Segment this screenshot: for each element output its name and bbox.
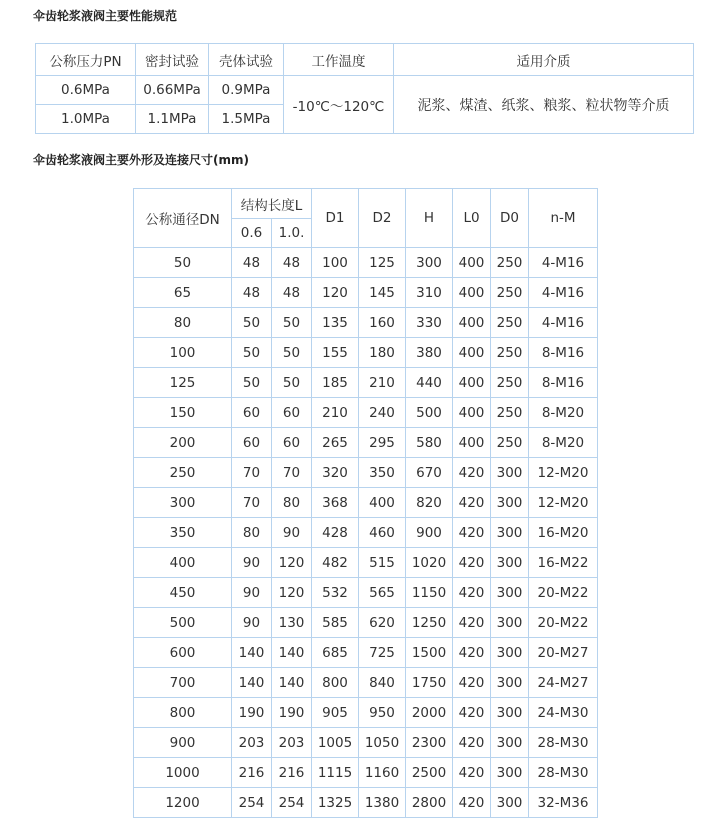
l0-cell: 400: [453, 308, 491, 338]
d1-cell: 800: [312, 668, 359, 698]
table-row: [134, 428, 598, 458]
h-cell: 380: [406, 338, 453, 368]
h-cell: 580: [406, 428, 453, 458]
length-pn-1-0-cell: 50: [272, 338, 312, 368]
length-pn-0-6-cell: 80: [232, 518, 272, 548]
d2-cell: 125: [359, 248, 406, 278]
length-pn-1-0-cell: 60: [272, 428, 312, 458]
nominal-diameter-cell: 900: [134, 728, 232, 758]
l0-cell: 420: [453, 578, 491, 608]
d2-cell: 160: [359, 308, 406, 338]
length-pn-1-0-cell: 120: [272, 548, 312, 578]
nominal-diameter-cell: 65: [134, 278, 232, 308]
nominal-diameter-cell: 800: [134, 698, 232, 728]
d1-cell: 135: [312, 308, 359, 338]
table-row: [134, 518, 598, 548]
h-cell: 820: [406, 488, 453, 518]
spec-row: [36, 76, 694, 105]
length-pn-0-6-cell: 70: [232, 488, 272, 518]
length-pn-1-0-cell: 48: [272, 278, 312, 308]
d2-cell: 400: [359, 488, 406, 518]
header-d1: D1: [312, 189, 359, 248]
length-pn-1-0-cell: 140: [272, 638, 312, 668]
d2-cell: 210: [359, 368, 406, 398]
applicable-medium-cell: 泥浆、煤渣、纸浆、粮浆、粒状物等介质: [394, 76, 694, 134]
nominal-diameter-cell: 250: [134, 458, 232, 488]
nominal-diameter-cell: 400: [134, 548, 232, 578]
l0-cell: 400: [453, 398, 491, 428]
length-pn-0-6-cell: 60: [232, 398, 272, 428]
d0-cell: 250: [491, 248, 529, 278]
length-pn-0-6-cell: 48: [232, 248, 272, 278]
n-m-cell: 8-M20: [529, 398, 598, 428]
nominal-pressure-cell: 1.0MPa: [36, 105, 136, 134]
d1-cell: 532: [312, 578, 359, 608]
d0-cell: 300: [491, 518, 529, 548]
length-pn-0-6-cell: 140: [232, 668, 272, 698]
table-row: [134, 278, 598, 308]
l0-cell: 420: [453, 758, 491, 788]
d2-cell: 725: [359, 638, 406, 668]
d1-cell: 100: [312, 248, 359, 278]
table-row: [134, 248, 598, 278]
nominal-diameter-cell: 1200: [134, 788, 232, 818]
l0-cell: 400: [453, 338, 491, 368]
length-pn-0-6-cell: 90: [232, 608, 272, 638]
h-cell: 900: [406, 518, 453, 548]
d1-cell: 585: [312, 608, 359, 638]
d1-cell: 685: [312, 638, 359, 668]
table-row: [134, 458, 598, 488]
header-nominal-pressure: 公称压力PN: [36, 44, 136, 76]
dimension-table-body: [134, 248, 598, 818]
d1-cell: 120: [312, 278, 359, 308]
shell-test-cell: 1.5MPa: [209, 105, 284, 134]
table-row: [134, 608, 598, 638]
length-pn-0-6-cell: 50: [232, 368, 272, 398]
d0-cell: 300: [491, 728, 529, 758]
working-temperature-cell: -10℃～120℃: [284, 76, 394, 134]
length-pn-1-0-cell: 203: [272, 728, 312, 758]
table-row: [134, 308, 598, 338]
length-pn-1-0-cell: 120: [272, 578, 312, 608]
h-cell: 310: [406, 278, 453, 308]
d2-cell: 620: [359, 608, 406, 638]
length-pn-1-0-cell: 70: [272, 458, 312, 488]
d2-cell: 1380: [359, 788, 406, 818]
nominal-diameter-cell: 1000: [134, 758, 232, 788]
h-cell: 2800: [406, 788, 453, 818]
n-m-cell: 4-M16: [529, 248, 598, 278]
l0-cell: 400: [453, 428, 491, 458]
nominal-diameter-cell: 600: [134, 638, 232, 668]
l0-cell: 420: [453, 488, 491, 518]
n-m-cell: 24-M30: [529, 698, 598, 728]
d2-cell: 1160: [359, 758, 406, 788]
l0-cell: 420: [453, 698, 491, 728]
n-m-cell: 20-M22: [529, 578, 598, 608]
nominal-diameter-cell: 125: [134, 368, 232, 398]
d0-cell: 300: [491, 578, 529, 608]
header-length-pn-0-6: 0.6: [232, 219, 272, 248]
d1-cell: 185: [312, 368, 359, 398]
n-m-cell: 32-M36: [529, 788, 598, 818]
d2-cell: 145: [359, 278, 406, 308]
table-row: [134, 338, 598, 368]
dim-header-row: [134, 189, 598, 219]
length-pn-0-6-cell: 90: [232, 548, 272, 578]
table-row: [134, 698, 598, 728]
d0-cell: 250: [491, 368, 529, 398]
h-cell: 2300: [406, 728, 453, 758]
d2-cell: 840: [359, 668, 406, 698]
n-m-cell: 16-M22: [529, 548, 598, 578]
nominal-diameter-cell: 200: [134, 428, 232, 458]
d0-cell: 250: [491, 428, 529, 458]
header-structure-length: 结构长度L: [232, 189, 312, 219]
d2-cell: 240: [359, 398, 406, 428]
d2-cell: 460: [359, 518, 406, 548]
table-row: [134, 548, 598, 578]
h-cell: 2000: [406, 698, 453, 728]
table-row: [134, 488, 598, 518]
spec-header-row: [36, 44, 694, 76]
header-d0: D0: [491, 189, 529, 248]
header-nominal-diameter: 公称通径DN: [134, 189, 232, 248]
d0-cell: 300: [491, 488, 529, 518]
n-m-cell: 8-M20: [529, 428, 598, 458]
d2-cell: 350: [359, 458, 406, 488]
n-m-cell: 16-M20: [529, 518, 598, 548]
l0-cell: 420: [453, 518, 491, 548]
length-pn-1-0-cell: 254: [272, 788, 312, 818]
length-pn-0-6-cell: 140: [232, 638, 272, 668]
length-pn-0-6-cell: 50: [232, 308, 272, 338]
table-row: [134, 638, 598, 668]
h-cell: 1020: [406, 548, 453, 578]
length-pn-0-6-cell: 70: [232, 458, 272, 488]
n-m-cell: 28-M30: [529, 758, 598, 788]
h-cell: 1500: [406, 638, 453, 668]
d1-cell: 482: [312, 548, 359, 578]
nominal-diameter-cell: 80: [134, 308, 232, 338]
d0-cell: 300: [491, 698, 529, 728]
h-cell: 330: [406, 308, 453, 338]
d0-cell: 300: [491, 668, 529, 698]
d2-cell: 950: [359, 698, 406, 728]
d1-cell: 1005: [312, 728, 359, 758]
header-length-pn-1-0: 1.0.: [272, 219, 312, 248]
l0-cell: 420: [453, 548, 491, 578]
header-seal-test: 密封试验: [136, 44, 209, 76]
l0-cell: 420: [453, 668, 491, 698]
d0-cell: 250: [491, 338, 529, 368]
header-h: H: [406, 189, 453, 248]
n-m-cell: 4-M16: [529, 308, 598, 338]
n-m-cell: 12-M20: [529, 488, 598, 518]
length-pn-0-6-cell: 203: [232, 728, 272, 758]
d2-cell: 180: [359, 338, 406, 368]
nominal-diameter-cell: 300: [134, 488, 232, 518]
d0-cell: 300: [491, 458, 529, 488]
table-row: [134, 788, 598, 818]
d1-cell: 1115: [312, 758, 359, 788]
table-row: [134, 578, 598, 608]
d2-cell: 295: [359, 428, 406, 458]
n-m-cell: 24-M27: [529, 668, 598, 698]
length-pn-1-0-cell: 50: [272, 308, 312, 338]
length-pn-1-0-cell: 60: [272, 398, 312, 428]
d0-cell: 300: [491, 608, 529, 638]
length-pn-0-6-cell: 50: [232, 338, 272, 368]
d1-cell: 320: [312, 458, 359, 488]
l0-cell: 400: [453, 278, 491, 308]
header-n-m: n-M: [529, 189, 598, 248]
nominal-pressure-cell: 0.6MPa: [36, 76, 136, 105]
shell-test-cell: 0.9MPa: [209, 76, 284, 105]
d1-cell: 265: [312, 428, 359, 458]
length-pn-0-6-cell: 48: [232, 278, 272, 308]
d0-cell: 250: [491, 278, 529, 308]
length-pn-1-0-cell: 216: [272, 758, 312, 788]
l0-cell: 420: [453, 638, 491, 668]
table-row: [134, 398, 598, 428]
l0-cell: 420: [453, 728, 491, 758]
h-cell: 2500: [406, 758, 453, 788]
n-m-cell: 4-M16: [529, 278, 598, 308]
d0-cell: 300: [491, 758, 529, 788]
d1-cell: 368: [312, 488, 359, 518]
d1-cell: 155: [312, 338, 359, 368]
h-cell: 670: [406, 458, 453, 488]
length-pn-1-0-cell: 90: [272, 518, 312, 548]
d0-cell: 300: [491, 788, 529, 818]
d2-cell: 565: [359, 578, 406, 608]
d1-cell: 905: [312, 698, 359, 728]
seal-test-cell: 1.1MPa: [136, 105, 209, 134]
nominal-diameter-cell: 700: [134, 668, 232, 698]
nominal-diameter-cell: 100: [134, 338, 232, 368]
n-m-cell: 20-M27: [529, 638, 598, 668]
d0-cell: 300: [491, 548, 529, 578]
nominal-diameter-cell: 450: [134, 578, 232, 608]
nominal-diameter-cell: 150: [134, 398, 232, 428]
d0-cell: 250: [491, 308, 529, 338]
n-m-cell: 8-M16: [529, 368, 598, 398]
l0-cell: 400: [453, 248, 491, 278]
nominal-diameter-cell: 50: [134, 248, 232, 278]
header-d2: D2: [359, 189, 406, 248]
header-working-temperature: 工作温度: [284, 44, 394, 76]
dimension-table-title: 伞齿轮浆液阀主要外形及连接尺寸(mm): [33, 153, 249, 167]
l0-cell: 400: [453, 368, 491, 398]
header-applicable-medium: 适用介质: [394, 44, 694, 76]
length-pn-1-0-cell: 48: [272, 248, 312, 278]
h-cell: 1750: [406, 668, 453, 698]
h-cell: 1250: [406, 608, 453, 638]
table-row: [134, 758, 598, 788]
table-row: [134, 728, 598, 758]
l0-cell: 420: [453, 788, 491, 818]
length-pn-1-0-cell: 80: [272, 488, 312, 518]
length-pn-1-0-cell: 140: [272, 668, 312, 698]
h-cell: 440: [406, 368, 453, 398]
length-pn-1-0-cell: 50: [272, 368, 312, 398]
length-pn-1-0-cell: 190: [272, 698, 312, 728]
d2-cell: 1050: [359, 728, 406, 758]
length-pn-0-6-cell: 190: [232, 698, 272, 728]
length-pn-0-6-cell: 60: [232, 428, 272, 458]
d0-cell: 250: [491, 398, 529, 428]
n-m-cell: 20-M22: [529, 608, 598, 638]
l0-cell: 420: [453, 458, 491, 488]
header-l0: L0: [453, 189, 491, 248]
table-row: [134, 668, 598, 698]
d2-cell: 515: [359, 548, 406, 578]
length-pn-1-0-cell: 130: [272, 608, 312, 638]
n-m-cell: 12-M20: [529, 458, 598, 488]
spec-table-title: 伞齿轮浆液阀主要性能规范: [33, 9, 178, 23]
nominal-diameter-cell: 500: [134, 608, 232, 638]
n-m-cell: 28-M30: [529, 728, 598, 758]
d1-cell: 1325: [312, 788, 359, 818]
seal-test-cell: 0.66MPa: [136, 76, 209, 105]
length-pn-0-6-cell: 216: [232, 758, 272, 788]
h-cell: 1150: [406, 578, 453, 608]
n-m-cell: 8-M16: [529, 338, 598, 368]
h-cell: 300: [406, 248, 453, 278]
length-pn-0-6-cell: 90: [232, 578, 272, 608]
header-shell-test: 壳体试验: [209, 44, 284, 76]
l0-cell: 420: [453, 608, 491, 638]
nominal-diameter-cell: 350: [134, 518, 232, 548]
d0-cell: 300: [491, 638, 529, 668]
d1-cell: 210: [312, 398, 359, 428]
table-row: [134, 368, 598, 398]
length-pn-0-6-cell: 254: [232, 788, 272, 818]
h-cell: 500: [406, 398, 453, 428]
performance-spec-table: [35, 43, 694, 134]
dimension-table: [133, 188, 598, 818]
d1-cell: 428: [312, 518, 359, 548]
